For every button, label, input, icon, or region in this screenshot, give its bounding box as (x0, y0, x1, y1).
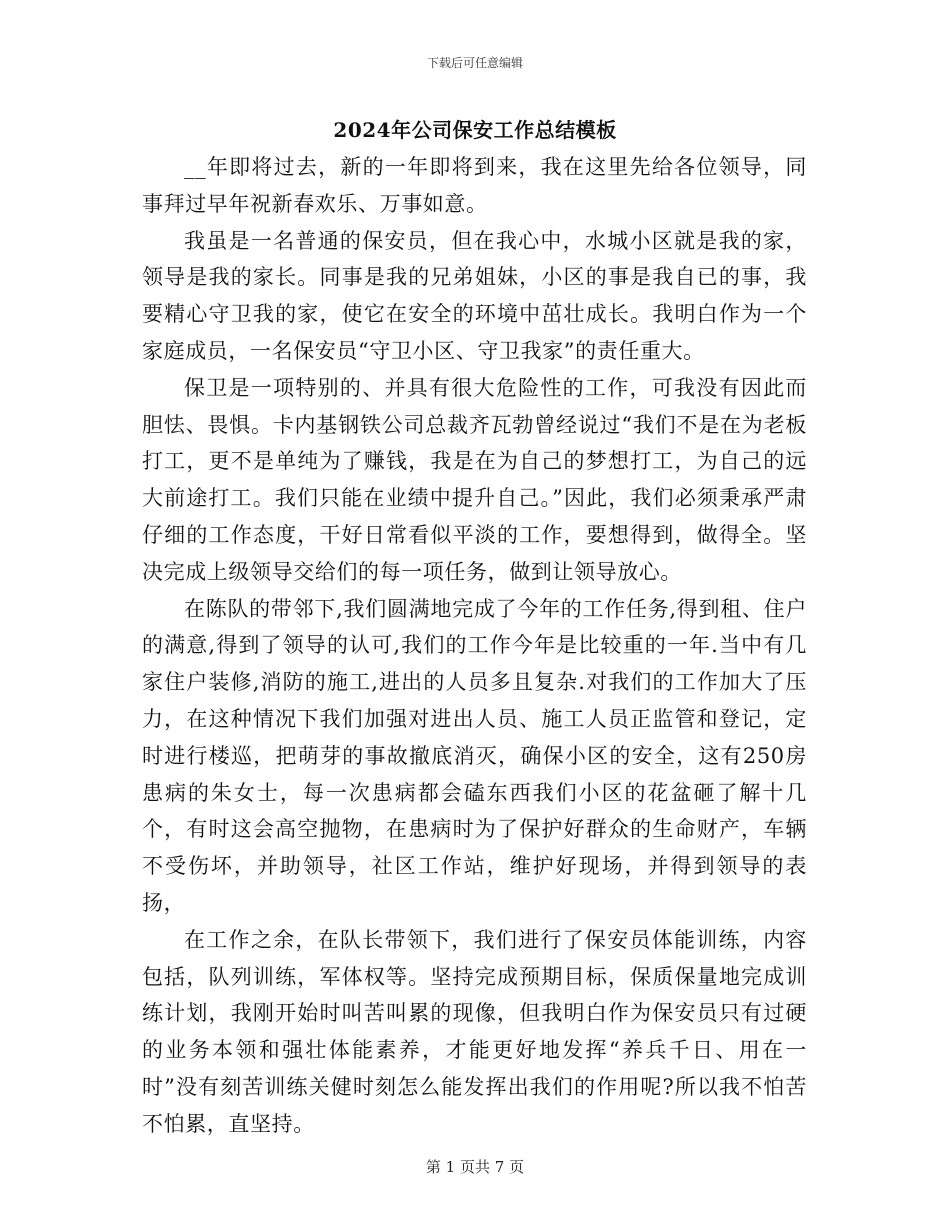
document-title: 2024年公司保安工作总结模板 (333, 118, 617, 142)
page-header-note: 下载后可任意编辑 (426, 56, 523, 70)
page-number: 第 1 页共 7 页 (425, 1158, 525, 1176)
document-body (142, 149, 807, 1143)
paragraph-achievements: 在陈队的带邻下,我们圆满地完成了今年的工作任务,得到租、住户的满意,得到了领导的认可,我们的工作今年是比较重的一年.当中有几家住户装修,消防的施工,进出的人员多且复杂.对我们的工作加大了压力，在这种情况下我们加强对进出人员、施工人员正监管和登记，定时进行楼巡，把萌芽的事故撤底消灭，确保小区的安全，这有250房患病的朱女士，每一次患病都会磕东西我们小区的花盆砸了解十几个，有时这会高空抛物，在患病时为了保护好群众的生命财产，车辆不受伤坏，并助领导，社区工作站，维护好现场，并得到领导的表扬， (142, 596, 807, 915)
paragraph-duty: 保卫是一项特别的、并具有很大危险性的工作，可我没有因此而胆怯、畏惧。卡内基钢铁公司总裁齐瓦勃曾经说过“我们不是在为老板打工，更不是单纯为了赚钱，我是在为自己的梦想打工，为自己的远大前途打工。我们只能在业绩中提升自己。”因此，我们必须秉承严肃仔细的工作态度，干好日常看似平淡的工作，要想得到，做得全。坚决完成上级领导交给们的每一项任务，做到让领导放心。 (142, 375, 807, 584)
paragraph-training: 在工作之余，在队长带领下，我们进行了保安员体能训练，内容包括，队列训练，军体权等。坚持完成预期目标，保质保量地完成训练计划，我刚开始时叫苦叫累的现像，但我明白作为保安员只有过硬的业务本领和强壮体能素养，才能更好地发挥“养兵千日、用在一时”没有刻苦训练关健时刻怎么能发挥出我们的作用呢?所以我不怕苦不怕累，直坚持。 (142, 927, 807, 1136)
paragraph-greeting: __年即将过去，新的一年即将到来，我在这里先给各位领导，同事拜过早年祝新春欢乐、万事如意。 (142, 155, 807, 216)
paragraph-home: 我虽是一名普通的保安员，但在我心中，水城小区就是我的家，领导是我的家长。同事是我的兄弟姐妹，小区的事是我自已的事，我要精心守卫我的家，使它在安全的环境中茁壮成长。我明白作为一个家庭成员，一名保安员“守卫小区、守卫我家”的责任重大。 (142, 228, 807, 363)
